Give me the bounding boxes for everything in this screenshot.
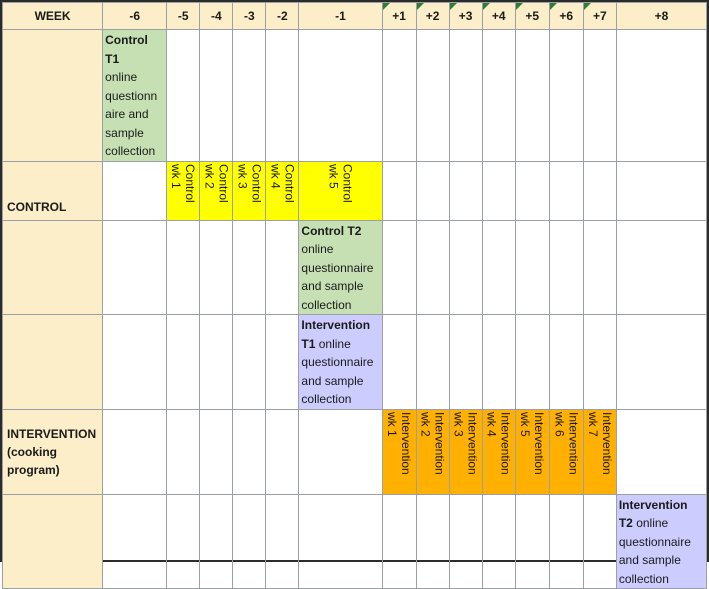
empty-cell[interactable] <box>583 315 616 410</box>
empty-cell[interactable] <box>583 30 616 162</box>
note-text: questionnaire <box>618 534 691 549</box>
empty-cell[interactable] <box>266 494 299 589</box>
empty-cell[interactable] <box>382 494 416 589</box>
empty-cell[interactable] <box>416 315 449 410</box>
empty-cell[interactable] <box>233 220 266 315</box>
empty-cell[interactable] <box>549 315 583 410</box>
week-header-text: +2 <box>425 9 440 23</box>
control-t1-title: Control T1 <box>105 33 148 66</box>
intervention-label-text: INTERVENTION <box>7 426 97 441</box>
intervention-label-text: (cooking <box>7 444 57 459</box>
note-text: collection <box>105 144 156 158</box>
intervention-t2-title: Intervention <box>618 497 688 512</box>
week-header-cell[interactable] <box>416 3 449 30</box>
note-text: collection <box>301 392 352 406</box>
row-label-cell[interactable] <box>3 494 103 589</box>
table-row <box>3 161 707 220</box>
table-row <box>3 220 707 315</box>
control-label-text: CONTROL <box>7 199 67 214</box>
empty-cell[interactable] <box>266 220 299 315</box>
note-text: online <box>105 70 138 84</box>
empty-cell[interactable] <box>549 161 583 220</box>
empty-cell[interactable] <box>233 409 266 494</box>
control-week-cell[interactable] <box>266 161 299 220</box>
week-header-cell[interactable]: -3 <box>233 3 266 30</box>
empty-cell[interactable] <box>616 409 706 494</box>
empty-cell[interactable] <box>482 30 515 162</box>
note-text: collection <box>618 571 669 586</box>
intervention-week-cell[interactable] <box>583 409 616 494</box>
comment-marker-icon <box>417 3 424 10</box>
empty-cell[interactable] <box>416 220 449 315</box>
empty-cell[interactable] <box>266 409 299 494</box>
empty-cell[interactable] <box>449 30 482 162</box>
row-label-cell[interactable] <box>3 315 103 410</box>
empty-cell[interactable] <box>482 494 515 589</box>
table-row <box>3 409 707 494</box>
comment-marker-icon <box>483 3 490 10</box>
empty-cell[interactable] <box>200 315 233 410</box>
control-t1-cell[interactable] <box>103 30 167 162</box>
week-header-cell[interactable] <box>482 3 515 30</box>
control-week-cell[interactable] <box>299 161 382 220</box>
comment-marker-icon <box>450 3 457 10</box>
week-header-text: +5 <box>525 9 540 23</box>
empty-cell[interactable] <box>616 30 706 162</box>
intervention-week-label: Intervention wk 6 <box>552 411 581 475</box>
note-text: sample <box>105 125 144 140</box>
empty-cell[interactable] <box>167 30 200 162</box>
intervention-t1-title: Intervention <box>301 318 371 332</box>
empty-cell[interactable] <box>200 494 233 589</box>
row-label-cell[interactable] <box>3 220 103 315</box>
intervention-week-label: Intervention wk 7 <box>585 411 614 475</box>
note-text: aire and <box>105 107 149 121</box>
intervention-week-cell[interactable] <box>449 409 482 494</box>
control-week-cell[interactable] <box>200 161 233 220</box>
control-week-cell[interactable] <box>167 161 200 220</box>
week-header-cell[interactable]: +8 <box>616 3 706 30</box>
intervention-row-label[interactable] <box>3 409 103 494</box>
empty-cell[interactable] <box>449 315 482 410</box>
empty-cell[interactable] <box>382 30 416 162</box>
empty-cell[interactable] <box>482 315 515 410</box>
empty-cell[interactable] <box>103 220 167 315</box>
intervention-t1-title: T1 <box>301 336 316 351</box>
empty-cell[interactable] <box>233 315 266 410</box>
empty-cell[interactable] <box>416 161 449 220</box>
empty-cell[interactable] <box>200 30 233 162</box>
empty-cell[interactable] <box>583 161 616 220</box>
table-row <box>3 494 707 589</box>
note-text: and sample <box>301 373 364 388</box>
intervention-week-label: Intervention wk 5 <box>518 411 547 475</box>
week-header-text: +1 <box>392 9 406 23</box>
empty-cell[interactable] <box>583 220 616 315</box>
week-header-cell[interactable]: -6 <box>103 3 167 30</box>
week-header-cell[interactable]: -4 <box>200 3 233 30</box>
empty-cell[interactable] <box>549 494 583 589</box>
intervention-week-label: Intervention wk 3 <box>451 411 480 475</box>
empty-cell[interactable] <box>382 220 416 315</box>
empty-cell[interactable] <box>549 220 583 315</box>
header-row <box>3 3 707 30</box>
empty-cell[interactable] <box>515 161 549 220</box>
week-header-cell[interactable] <box>515 3 549 30</box>
study-timeline-grid <box>2 2 707 589</box>
empty-cell[interactable] <box>482 161 515 220</box>
intervention-label-text: program) <box>7 462 60 477</box>
empty-cell[interactable] <box>103 161 167 220</box>
empty-cell[interactable] <box>515 30 549 162</box>
note-text: online <box>315 336 351 351</box>
note-text: and sample <box>301 279 364 293</box>
control-row-label[interactable] <box>3 161 103 220</box>
empty-cell[interactable] <box>103 409 167 494</box>
empty-cell[interactable] <box>616 161 706 220</box>
intervention-t1-cell[interactable] <box>299 315 382 410</box>
table-row <box>3 30 707 162</box>
empty-cell[interactable] <box>103 315 167 410</box>
empty-cell[interactable] <box>103 494 167 589</box>
row-label-cell[interactable] <box>3 30 103 162</box>
empty-cell[interactable] <box>167 409 200 494</box>
note-text: online <box>632 516 669 530</box>
week-header-cell[interactable]: -5 <box>167 3 200 30</box>
intervention-week-cell[interactable] <box>549 409 583 494</box>
empty-cell[interactable] <box>167 315 200 410</box>
note-text: questionn <box>105 88 158 103</box>
empty-cell[interactable] <box>616 220 706 315</box>
note-text: collection <box>301 297 352 312</box>
week-header-text: +3 <box>458 9 473 23</box>
control-week-label: Control wk 3 <box>235 163 264 203</box>
control-week-label: Control wk 5 <box>326 163 355 203</box>
week-header-cell[interactable]: -2 <box>266 3 299 30</box>
empty-cell[interactable] <box>515 494 549 589</box>
week-header-text: +6 <box>559 9 574 23</box>
intervention-week-label: Intervention wk 1 <box>385 411 414 475</box>
note-text: and sample <box>618 553 681 567</box>
empty-cell[interactable] <box>167 220 200 315</box>
control-week-label: Control wk 2 <box>202 163 231 203</box>
empty-cell[interactable] <box>200 220 233 315</box>
empty-cell[interactable] <box>200 409 233 494</box>
comment-marker-icon <box>516 3 523 10</box>
empty-cell[interactable] <box>515 315 549 410</box>
intervention-week-cell[interactable] <box>382 409 416 494</box>
week-header-cell[interactable] <box>583 3 616 30</box>
empty-cell[interactable] <box>299 30 382 162</box>
week-header-cell[interactable] <box>449 3 482 30</box>
control-week-label: Control wk 1 <box>169 163 198 203</box>
intervention-week-label: Intervention wk 2 <box>418 411 447 475</box>
week-header-text: +4 <box>491 9 506 23</box>
intervention-week-cell[interactable] <box>416 409 449 494</box>
week-header-cell[interactable]: -1 <box>299 3 382 30</box>
control-week-cell[interactable] <box>233 161 266 220</box>
note-text: online <box>301 242 334 256</box>
control-t2-cell[interactable] <box>299 220 382 315</box>
week-header-label[interactable]: WEEK <box>3 3 103 30</box>
comment-marker-icon <box>550 3 557 10</box>
empty-cell[interactable] <box>616 315 706 410</box>
empty-cell[interactable] <box>299 409 382 494</box>
intervention-week-label: Intervention wk 4 <box>484 411 513 475</box>
intervention-t2-title: T2 <box>618 516 633 530</box>
table-row <box>3 315 707 410</box>
control-t2-title: Control T2 <box>301 223 362 238</box>
empty-cell[interactable] <box>266 315 299 410</box>
note-text: questionnaire <box>301 260 374 275</box>
intervention-week-cell[interactable] <box>515 409 549 494</box>
control-week-label: Control wk 4 <box>268 163 297 203</box>
comment-marker-icon <box>383 3 390 10</box>
empty-cell[interactable] <box>299 494 382 589</box>
empty-cell[interactable] <box>449 220 482 315</box>
intervention-t2-cell[interactable] <box>616 494 706 589</box>
empty-cell[interactable] <box>416 494 449 589</box>
week-header-cell[interactable] <box>549 3 583 30</box>
note-text: questionnaire <box>301 355 374 369</box>
empty-cell[interactable] <box>382 315 416 410</box>
empty-cell[interactable] <box>233 494 266 589</box>
empty-cell[interactable] <box>515 220 549 315</box>
empty-cell[interactable] <box>449 161 482 220</box>
intervention-week-cell[interactable] <box>482 409 515 494</box>
empty-cell[interactable] <box>416 30 449 162</box>
week-header-cell[interactable] <box>382 3 416 30</box>
empty-cell[interactable] <box>167 494 200 589</box>
empty-cell[interactable] <box>549 30 583 162</box>
empty-cell[interactable] <box>382 161 416 220</box>
empty-cell[interactable] <box>266 30 299 162</box>
empty-cell[interactable] <box>449 494 482 589</box>
empty-cell[interactable] <box>583 494 616 589</box>
empty-cell[interactable] <box>233 30 266 162</box>
empty-cell[interactable] <box>482 220 515 315</box>
comment-marker-icon <box>584 3 591 10</box>
week-header-text: +7 <box>592 9 607 23</box>
